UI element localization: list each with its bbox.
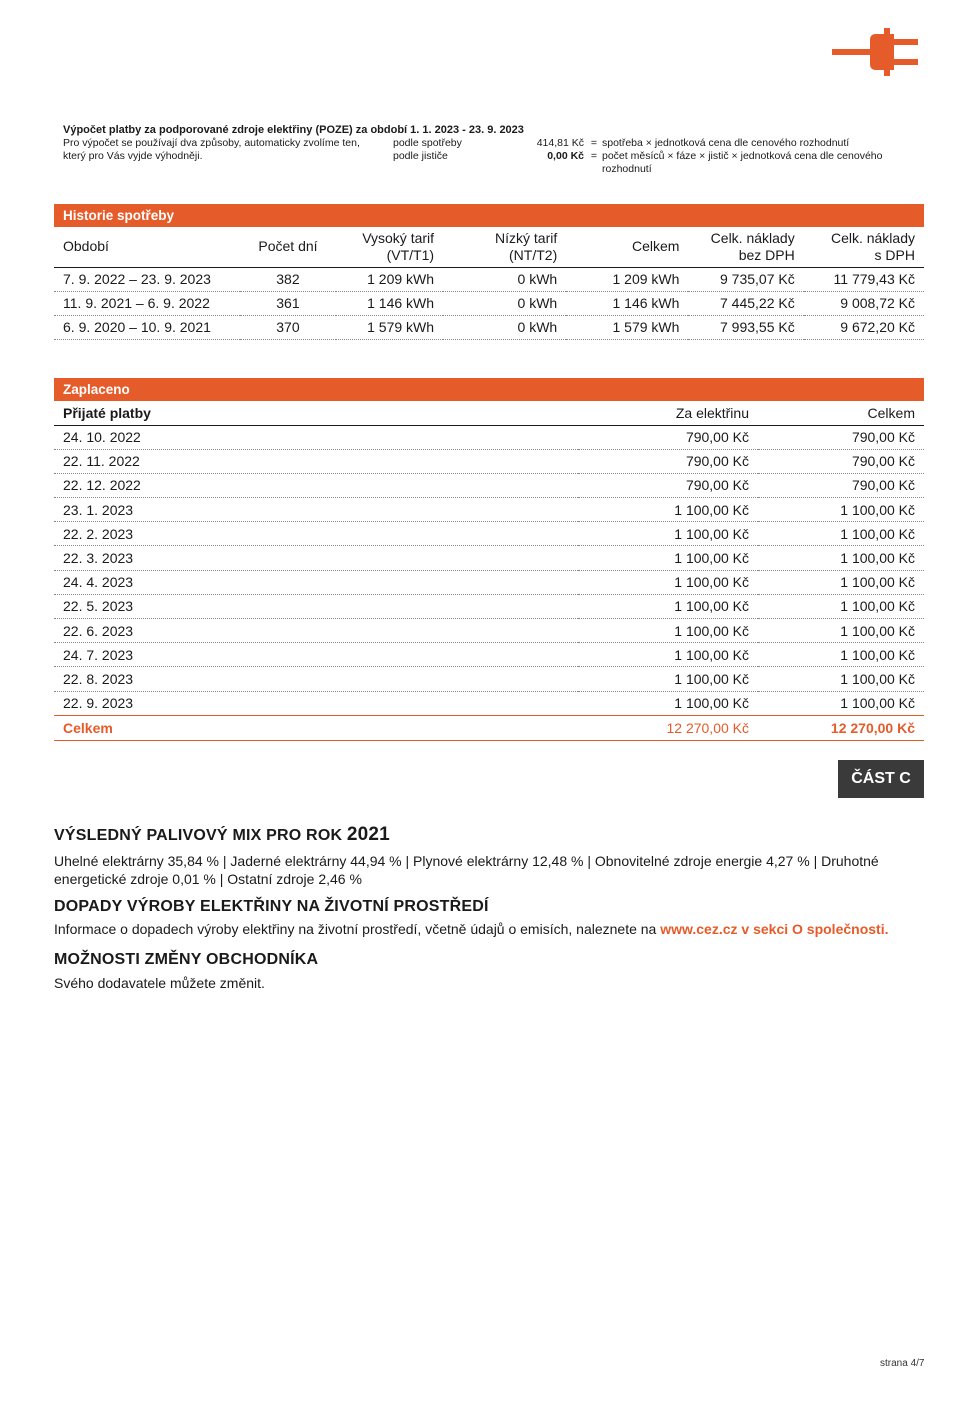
cell: 24. 10. 2022: [54, 425, 578, 449]
payments-table: [54, 401, 924, 741]
cell: 790,00 Kč: [578, 449, 758, 473]
cell: 23. 1. 2023: [54, 498, 578, 522]
col-pocet-dni: [240, 227, 335, 267]
poze-method: podle spotřeby: [393, 137, 462, 149]
table-row: [54, 449, 924, 473]
table-row: [54, 425, 924, 449]
environment-heading: DOPADY VÝROBY ELEKTŘINY NA ŽIVOTNÍ PROSTŘEDÍ: [54, 898, 489, 915]
equals-sign: =: [590, 137, 598, 149]
poze-title: Výpočet platby za podporované zdroje elektřiny (POZE) za období 1. 1. 2023 - 23. 9. 2023: [63, 124, 524, 136]
cell: 790,00 Kč: [758, 449, 924, 473]
fuel-mix-title: VÝSLEDNÝ PALIVOVÝ MIX PRO ROK: [54, 827, 343, 844]
cell: 1 100,00 Kč: [758, 570, 924, 594]
cell: 1 100,00 Kč: [578, 522, 758, 546]
cell: 22. 2. 2023: [54, 522, 578, 546]
cell: 24. 7. 2023: [54, 643, 578, 667]
poze-amount: 0,00 Kč: [547, 150, 584, 162]
table-row: [54, 570, 924, 594]
cell: 1 100,00 Kč: [758, 594, 924, 618]
cell: 1 209 kWh: [566, 267, 688, 291]
header-label: Celk. náklady: [710, 229, 795, 246]
switch-text: Svého dodavatele můžete změnit.: [54, 975, 265, 991]
cell: 22. 12. 2022: [54, 473, 578, 497]
table-row: [54, 267, 924, 291]
cell: 382: [240, 267, 335, 291]
table-row: [54, 498, 924, 522]
cell: 0 kWh: [443, 267, 566, 291]
fuel-mix-year: 2021: [346, 824, 390, 845]
cell: 790,00 Kč: [758, 425, 924, 449]
table-row: [54, 291, 924, 315]
environment-text-body: Informace o dopadech výroby elektřiny na životní prostředí, včetně údajů o emisích, naleznete na: [54, 921, 657, 937]
col-celkem: Celkem: [758, 401, 924, 425]
table-row: [54, 546, 924, 570]
header-label: Období: [63, 238, 109, 255]
cell: 1 100,00 Kč: [758, 643, 924, 667]
cell: 1 100,00 Kč: [578, 691, 758, 715]
history-table: [54, 227, 924, 340]
table-row: [54, 619, 924, 643]
plug-icon: [832, 28, 922, 76]
payments-header-row: [54, 401, 924, 425]
cell: 7. 9. 2022 – 23. 9. 2023: [54, 267, 240, 291]
cez-link[interactable]: www.cez.cz v sekci O společnosti.: [660, 921, 889, 937]
switch-heading: MOŽNOSTI ZMĚNY OBCHODNÍKA: [54, 951, 319, 968]
history-section-title: Historie spotřeby: [54, 204, 924, 227]
table-row: [54, 691, 924, 715]
cell: 1 209 kWh: [336, 267, 443, 291]
cell: 790,00 Kč: [578, 473, 758, 497]
total-label: Celkem: [54, 715, 578, 740]
col-celkem: [566, 227, 688, 267]
history-header-row: [54, 227, 924, 267]
cell: 1 100,00 Kč: [758, 522, 924, 546]
cell: 24. 4. 2023: [54, 570, 578, 594]
cell: 9 672,20 Kč: [804, 315, 924, 339]
cell: 1 100,00 Kč: [758, 619, 924, 643]
cell: 370: [240, 315, 335, 339]
cell: 790,00 Kč: [758, 473, 924, 497]
table-row: [54, 643, 924, 667]
total-electricity: 12 270,00 Kč: [578, 715, 758, 740]
header-sublabel: s DPH: [874, 246, 915, 263]
cell: 1 579 kWh: [336, 315, 443, 339]
fuel-mix-heading: [54, 824, 390, 846]
header-sublabel: (NT/T2): [509, 246, 558, 263]
table-row: [54, 667, 924, 691]
poze-desc: spotřeba × jednotková cena dle cenového rozhodnutí: [602, 137, 850, 149]
poze-calculation: [63, 124, 923, 175]
col-za-elektrinu: Za elektřinu: [578, 401, 758, 425]
poze-note: Pro výpočet se používají dva způsoby, automaticky zvolíme ten, který pro Vás vyjde výhodněji.: [63, 137, 360, 162]
cell: 0 kWh: [443, 291, 566, 315]
cell: 22. 3. 2023: [54, 546, 578, 570]
poze-methods: [393, 137, 493, 163]
col-nizky-tarif: [443, 227, 566, 267]
cell: 11. 9. 2021 – 6. 9. 2022: [54, 291, 240, 315]
cell: 7 445,22 Kč: [688, 291, 803, 315]
header-label: Celkem: [631, 238, 680, 255]
page-number: strana 4/7: [880, 1358, 925, 1369]
header-label: Vysoký tarif: [362, 229, 435, 246]
environment-text: [54, 920, 924, 938]
cell: 1 146 kWh: [566, 291, 688, 315]
col-vysoky-tarif: [336, 227, 443, 267]
cell: 9 008,72 Kč: [804, 291, 924, 315]
cell: 1 100,00 Kč: [758, 546, 924, 570]
poze-equals: [588, 137, 600, 163]
cell: 361: [240, 291, 335, 315]
header-label: Počet dní: [258, 238, 318, 255]
col-prijate-platby: Přijaté platby: [54, 401, 578, 425]
cell: 22. 9. 2023: [54, 691, 578, 715]
cell: 1 100,00 Kč: [578, 643, 758, 667]
cell: 1 100,00 Kč: [758, 691, 924, 715]
cell: 6. 9. 2020 – 10. 9. 2021: [54, 315, 240, 339]
poze-amount: 414,81 Kč: [536, 137, 584, 149]
equals-sign: =: [590, 150, 598, 162]
table-row: [54, 473, 924, 497]
cell: 22. 5. 2023: [54, 594, 578, 618]
cell: 1 100,00 Kč: [578, 498, 758, 522]
poze-method: podle jističe: [393, 150, 448, 162]
cell: 1 100,00 Kč: [578, 619, 758, 643]
cell: 1 146 kWh: [336, 291, 443, 315]
col-naklady-bez-dph: [688, 227, 803, 267]
cell: 1 100,00 Kč: [578, 546, 758, 570]
cell: 1 100,00 Kč: [578, 570, 758, 594]
header-sublabel: (VT/T1): [386, 246, 435, 263]
fuel-mix-text: Uhelné elektrárny 35,84 % | Jaderné elektrárny 44,94 % | Plynové elektrárny 12,48 % | Obnovitelné zdroje energie 4,27 % | Druhotné energetické zdroje 0,01 % | Ostatní zdroje 2,46 %: [54, 853, 879, 887]
cell: 0 kWh: [443, 315, 566, 339]
cell: 22. 6. 2023: [54, 619, 578, 643]
col-naklady-s-dph: [804, 227, 924, 267]
paid-section-title: Zaplaceno: [54, 378, 924, 401]
cell: 1 579 kWh: [566, 315, 688, 339]
cell: 1 100,00 Kč: [578, 594, 758, 618]
header-sublabel: bez DPH: [738, 246, 795, 263]
total-sum: 12 270,00 Kč: [758, 715, 924, 740]
cell: 790,00 Kč: [578, 425, 758, 449]
header-label: Celk. náklady: [830, 229, 915, 246]
poze-amounts: [495, 137, 584, 163]
cell: 9 735,07 Kč: [688, 267, 803, 291]
cell: 7 993,55 Kč: [688, 315, 803, 339]
poze-descriptions: [602, 137, 902, 176]
cell: 22. 11. 2022: [54, 449, 578, 473]
col-obdobi: [54, 227, 240, 267]
cell: 11 779,43 Kč: [804, 267, 924, 291]
header-label: Nízký tarif: [495, 229, 558, 246]
cell: 22. 8. 2023: [54, 667, 578, 691]
table-row: [54, 315, 924, 339]
cell: 1 100,00 Kč: [578, 667, 758, 691]
total-row: [54, 715, 924, 740]
cell: 1 100,00 Kč: [758, 667, 924, 691]
poze-desc: počet měsíců × fáze × jistič × jednotková cena dle cenového rozhodnutí: [602, 150, 883, 175]
part-c-label: ČÁST C: [838, 760, 924, 798]
table-row: [54, 522, 924, 546]
table-row: [54, 594, 924, 618]
cell: 1 100,00 Kč: [758, 498, 924, 522]
